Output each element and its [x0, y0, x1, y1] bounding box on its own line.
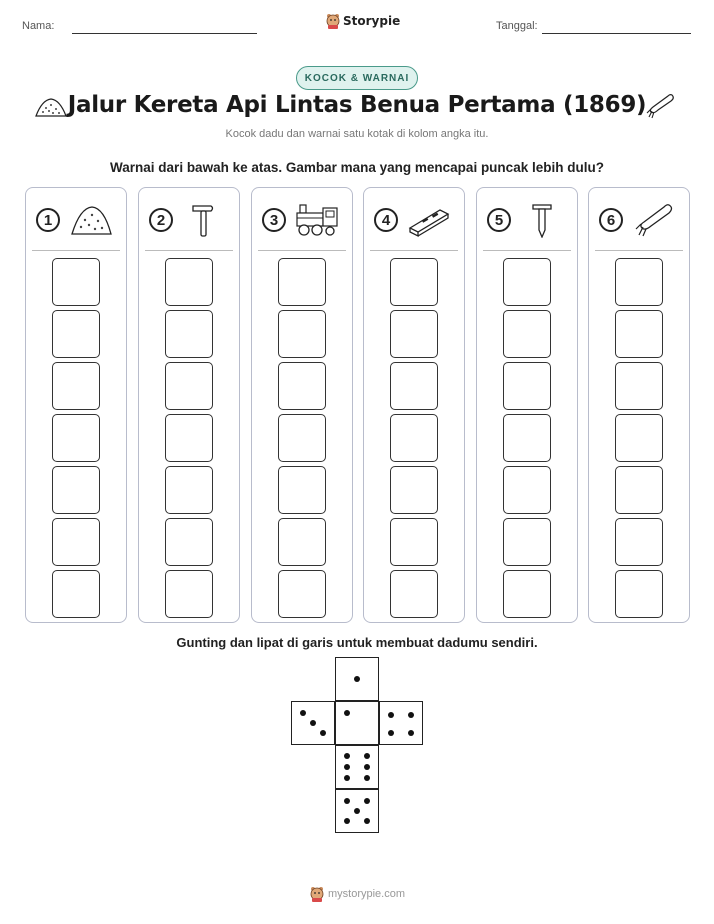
column-number: 4: [374, 208, 398, 232]
color-box[interactable]: [165, 310, 213, 358]
color-box[interactable]: [390, 362, 438, 410]
date-line[interactable]: [542, 33, 691, 34]
color-box[interactable]: [165, 362, 213, 410]
color-box[interactable]: [503, 466, 551, 514]
color-box[interactable]: [165, 414, 213, 462]
column-5: [476, 187, 578, 623]
hammer-icon: [181, 202, 227, 238]
footer: [310, 886, 405, 902]
color-box[interactable]: [615, 362, 663, 410]
color-box[interactable]: [390, 518, 438, 566]
color-box[interactable]: [503, 518, 551, 566]
color-box[interactable]: [52, 258, 100, 306]
color-box[interactable]: [278, 362, 326, 410]
instruction-text: Warnai dari bawah ke atas. Gambar mana yang mencapai puncak lebih dulu?: [110, 160, 604, 175]
color-box[interactable]: [390, 570, 438, 618]
color-box[interactable]: [390, 310, 438, 358]
railroad-tie-icon: [406, 202, 452, 238]
column-2: [138, 187, 240, 623]
color-box[interactable]: [52, 414, 100, 462]
name-label: Nama:: [22, 20, 55, 32]
color-box[interactable]: [615, 570, 663, 618]
footer-url[interactable]: mystorypie.com: [328, 888, 406, 900]
color-box[interactable]: [615, 310, 663, 358]
column-6: [588, 187, 690, 623]
column-header: [262, 202, 342, 238]
die-face-1-center[interactable]: [335, 701, 379, 745]
color-box[interactable]: [503, 258, 551, 306]
storypie-mascot-icon: [310, 886, 324, 902]
column-header: [374, 202, 454, 238]
page-title: Jalur Kereta Api Lintas Benua Pertama (1869): [67, 92, 647, 118]
color-box[interactable]: [390, 258, 438, 306]
color-box[interactable]: [278, 310, 326, 358]
color-box[interactable]: [278, 466, 326, 514]
color-box[interactable]: [52, 310, 100, 358]
column-4: [363, 187, 465, 623]
color-box[interactable]: [52, 466, 100, 514]
color-box[interactable]: [52, 518, 100, 566]
brand-logo: [326, 13, 400, 29]
column-number: 1: [36, 208, 60, 232]
date-label: Tanggal:: [496, 20, 538, 32]
column-divider: [145, 250, 233, 251]
column-divider: [595, 250, 683, 251]
subtitle: Kocok dadu dan warnai satu kotak di kolom angka itu.: [225, 128, 489, 140]
color-box[interactable]: [165, 570, 213, 618]
arm-icon: [646, 92, 676, 120]
arm-icon: [631, 202, 677, 238]
column-header: [149, 202, 229, 238]
brand-name: Storypie: [343, 14, 401, 28]
color-box[interactable]: [278, 518, 326, 566]
color-box[interactable]: [165, 258, 213, 306]
column-divider: [258, 250, 346, 251]
color-box[interactable]: [503, 570, 551, 618]
die-face-6[interactable]: [335, 745, 379, 789]
railroad-spike-icon: [519, 202, 565, 238]
cut-instruction: Gunting dan lipat di garis untuk membuat dadumu sendiri.: [176, 635, 538, 650]
column-header: [599, 202, 679, 238]
column-number: 2: [149, 208, 173, 232]
column-number: 3: [262, 208, 286, 232]
color-box[interactable]: [503, 310, 551, 358]
color-box[interactable]: [390, 466, 438, 514]
die-face-5[interactable]: [335, 789, 379, 833]
die-face-1-top[interactable]: [335, 657, 379, 701]
color-box[interactable]: [278, 570, 326, 618]
gravel-pile-icon: [68, 202, 114, 238]
column-number: 6: [599, 208, 623, 232]
color-box[interactable]: [278, 258, 326, 306]
color-box[interactable]: [165, 518, 213, 566]
color-box[interactable]: [390, 414, 438, 462]
color-box[interactable]: [52, 570, 100, 618]
column-number: 5: [487, 208, 511, 232]
color-box[interactable]: [278, 414, 326, 462]
color-box[interactable]: [52, 362, 100, 410]
column-divider: [32, 250, 120, 251]
storypie-mascot-icon: [326, 13, 340, 29]
color-box[interactable]: [165, 466, 213, 514]
activity-badge: KOCOK & WARNAI: [296, 66, 418, 90]
color-box[interactable]: [615, 414, 663, 462]
locomotive-icon: [294, 202, 340, 238]
color-box[interactable]: [615, 466, 663, 514]
color-box[interactable]: [615, 258, 663, 306]
column-1: [25, 187, 127, 623]
color-box[interactable]: [503, 362, 551, 410]
die-face-4[interactable]: [379, 701, 423, 745]
column-divider: [370, 250, 458, 251]
column-divider: [483, 250, 571, 251]
color-box[interactable]: [503, 414, 551, 462]
die-face-3[interactable]: [291, 701, 335, 745]
column-header: [36, 202, 116, 238]
column-header: [487, 202, 567, 238]
color-box[interactable]: [615, 518, 663, 566]
column-3: [251, 187, 353, 623]
name-line[interactable]: [72, 33, 257, 34]
